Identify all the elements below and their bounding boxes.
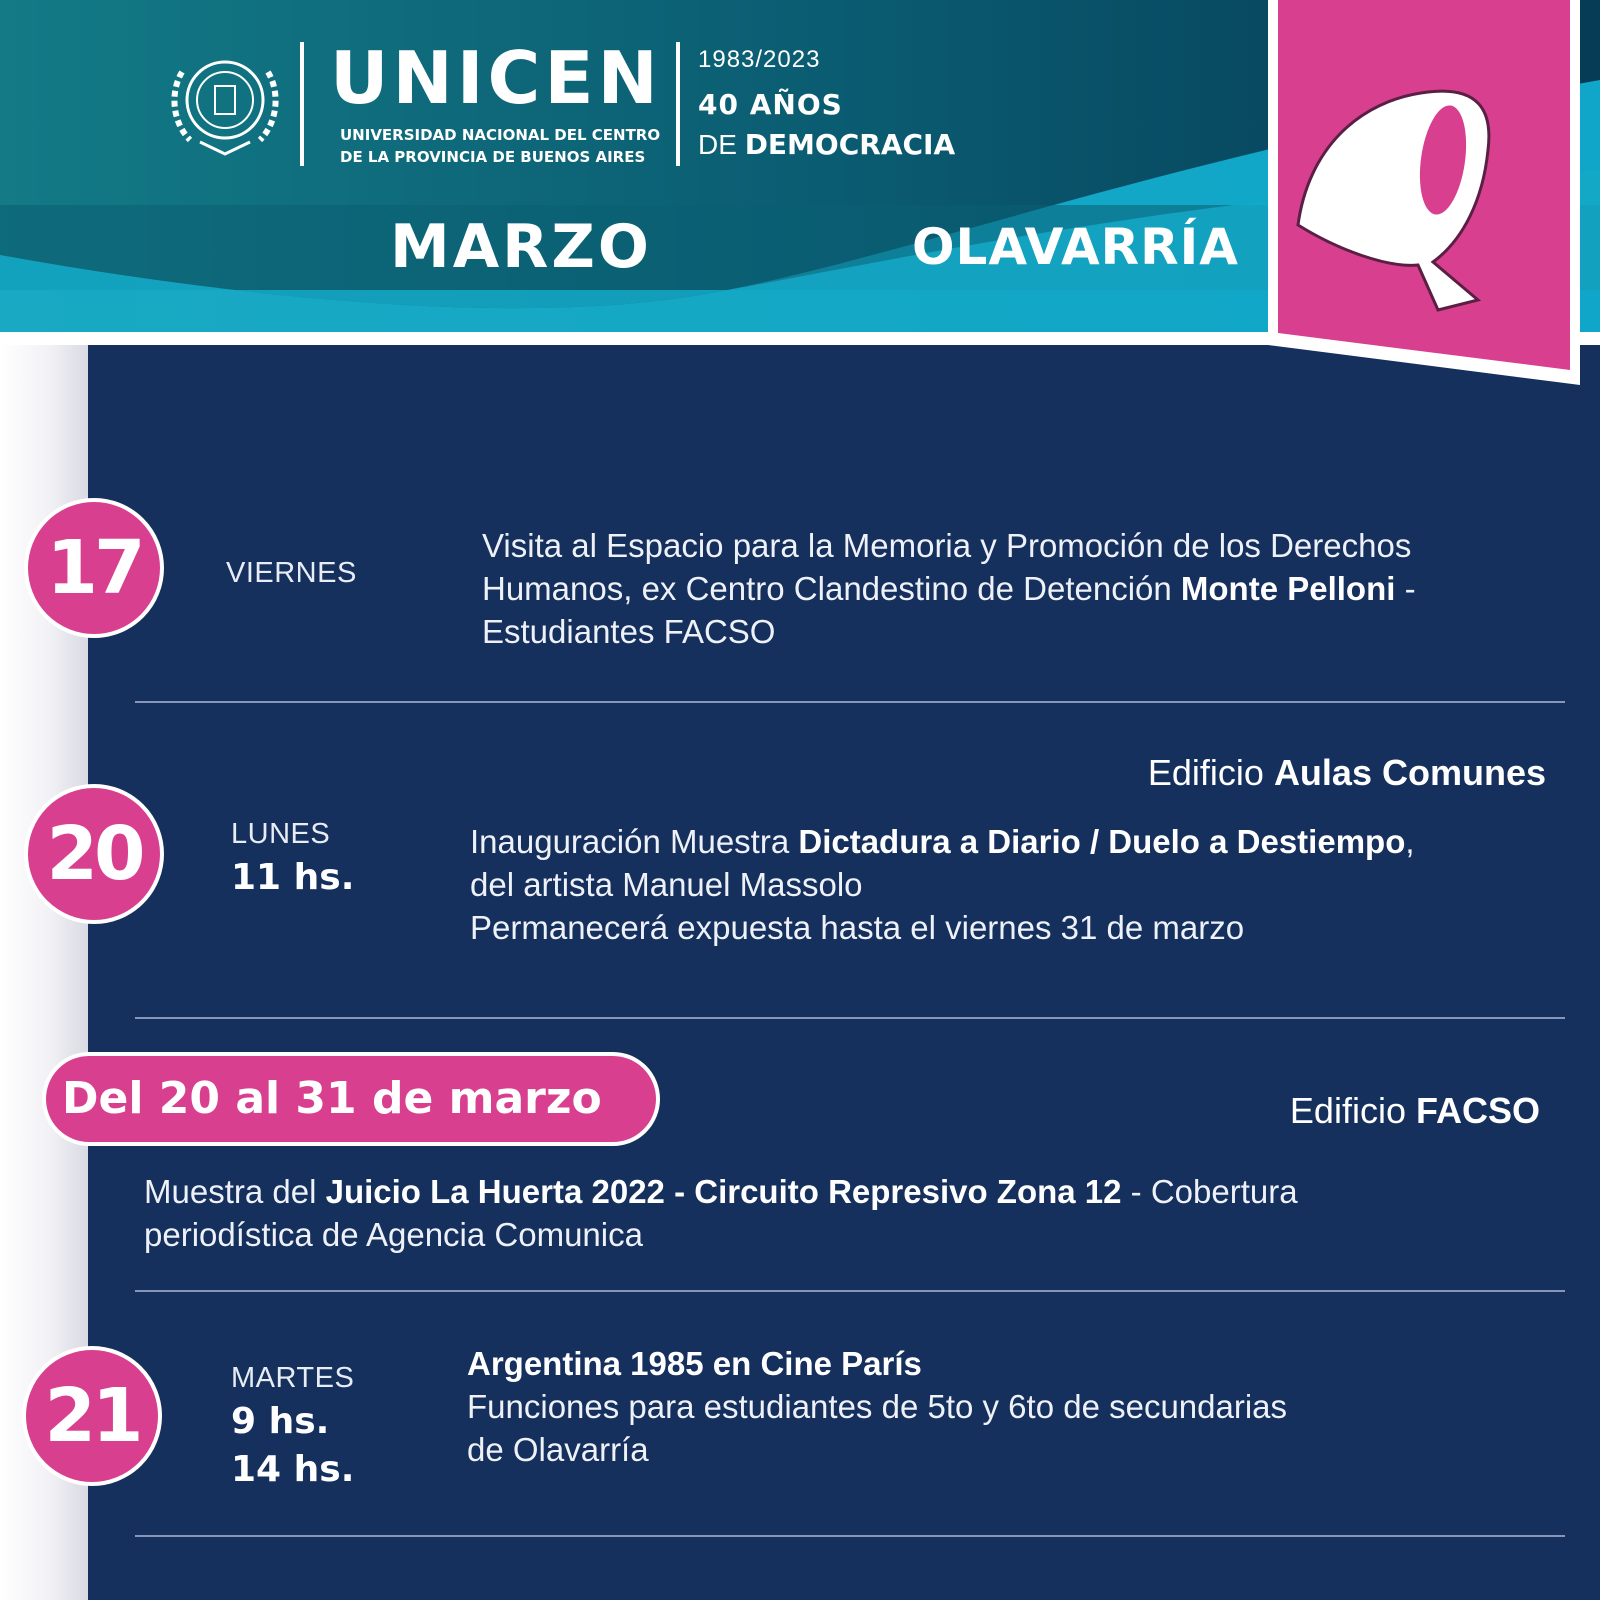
venue-label: Edificio FACSO <box>1289 1090 1540 1131</box>
university-name-line1: UNIVERSIDAD NACIONAL DEL CENTRO <box>340 126 661 144</box>
weekday-label: VIERNES <box>226 557 357 589</box>
header-divider-1 <box>300 42 304 166</box>
header-divider-2 <box>676 42 680 166</box>
event-time: 11 hs. <box>231 857 355 898</box>
venue-label: Edificio Aulas Comunes <box>1147 752 1546 793</box>
day-badge-17: 17 <box>24 498 164 638</box>
anniversary-years: 1983/2023 <box>698 46 821 73</box>
event-time-2: 14 hs. <box>231 1449 355 1490</box>
divider <box>135 1535 1565 1537</box>
anniversary-line2: DE DEMOCRACIA <box>698 128 956 161</box>
university-name-line2: DE LA PROVINCIA DE BUENOS AIRES <box>340 148 646 166</box>
day-badge-20: 20 <box>24 784 164 924</box>
university-seal-icon <box>160 42 290 162</box>
event-description: Visita al Espacio para la Memoria y Promoción de los Derechos Humanos, ex Centro Clandestino de Detención Monte Pelloni - Estudiantes FACSO <box>482 527 1416 650</box>
event-description: Inauguración Muestra Dictadura a Diario / Duelo a Destiempo, del artista Manuel Massolo Permanecerá expuesta hasta el viernes 31 de marzo <box>470 823 1415 946</box>
divider <box>135 1290 1565 1292</box>
city-label: OLAVARRÍA <box>912 218 1239 276</box>
brand-title: UNICEN <box>330 36 662 120</box>
date-range-badge: Del 20 al 31 de marzo <box>42 1052 660 1146</box>
headscarf-badge <box>1268 0 1580 385</box>
weekday-label: LUNES <box>231 818 331 850</box>
divider <box>135 1017 1565 1019</box>
event-time-1: 9 hs. <box>231 1401 330 1442</box>
weekday-label: MARTES <box>231 1362 355 1394</box>
day-badge-21: 21 <box>22 1346 162 1486</box>
anniversary-line1: 40 AÑOS <box>698 88 843 121</box>
divider <box>135 701 1565 703</box>
event-description: Muestra del Juicio La Huerta 2022 - Circuito Represivo Zona 12 - Cobertura periodística de Agencia Comunica <box>144 1173 1298 1253</box>
month-label: MARZO <box>390 212 652 282</box>
event-description: Argentina 1985 en Cine París Funciones para estudiantes de 5to y 6to de secundarias de Olavarría <box>467 1345 1288 1468</box>
